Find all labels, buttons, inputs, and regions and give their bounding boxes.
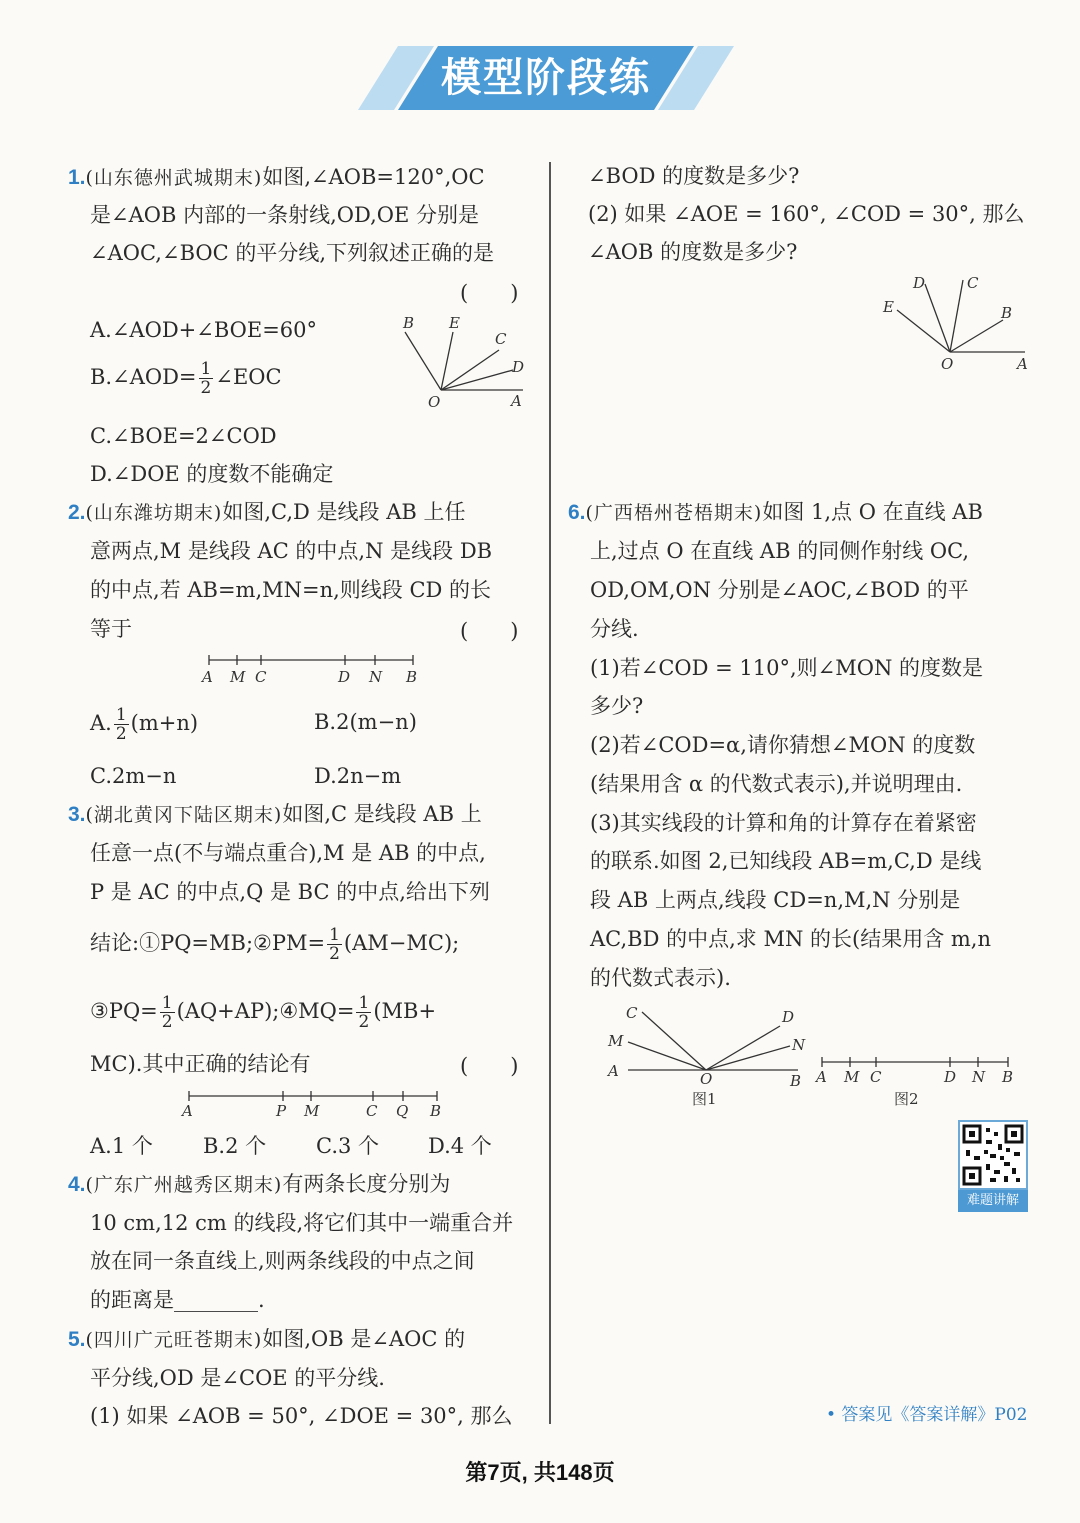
q6-fig1-caption: 图1 <box>692 1090 717 1108</box>
q1-text: 如图,∠AOB=120°,OC <box>262 165 485 189</box>
q6-fig1-label-o: O <box>700 1070 713 1088</box>
q3-option-a: A.1 个 <box>90 1134 153 1158</box>
fraction-half <box>356 994 371 1031</box>
q2-line-4: 等于 <box>90 617 132 641</box>
q6-fig2-label-a: A <box>816 1068 827 1086</box>
frac-den: 2 <box>358 1012 370 1032</box>
q3-line-5-b: (AQ+AP);④MQ= <box>176 999 355 1023</box>
q5-label-c: C <box>967 274 979 292</box>
q3-figure <box>175 1086 445 1122</box>
frac-num: 1 <box>200 359 212 379</box>
q2-option-c: C.2m−n <box>90 764 177 788</box>
q5-source: (四川广元旺苍期末) <box>85 1329 263 1351</box>
page-footer: 第7页, 共148页 <box>465 1460 615 1485</box>
q3-line-6: MC).其中正确的结论有 <box>90 1052 311 1076</box>
frac-num: 1 <box>115 705 127 725</box>
answer-reference: • 答案见《答案详解》P02 <box>826 1405 1028 1425</box>
q5-number: 5. <box>68 1328 86 1351</box>
q5-text: 如图,OB 是∠AOC 的 <box>262 1327 466 1351</box>
q6-line-4: 分线. <box>590 617 639 641</box>
q6-line-11: 段 AB 上两点,线段 CD=n,M,N 分别是 <box>590 888 961 912</box>
q2-label-d: D <box>338 668 351 686</box>
qr-code[interactable] <box>958 1120 1028 1212</box>
q1-option-b-post: ∠EOC <box>215 365 282 389</box>
q2-option-b: B.2(m−n) <box>314 710 417 734</box>
q5-right-line-2: (2) 如果 ∠AOE = 160°, ∠COD = 30°, 那么 <box>588 202 1025 226</box>
q2-label-m: M <box>230 668 246 686</box>
q6-source: (广西梧州苍梧期末) <box>585 502 763 524</box>
q4-line-2: 10 cm,12 cm 的线段,将它们其中一端重合并 <box>90 1211 514 1235</box>
q1-figure <box>395 310 535 410</box>
q1-answer-paren: ( ) <box>460 281 519 305</box>
q6-fig1-label-m: M <box>608 1032 624 1050</box>
q3-line-4-post: (AM−MC); <box>343 931 460 955</box>
q2-answer-paren: ( ) <box>460 619 519 643</box>
q6-line-8: (结果用含 α 的代数式表示),并说明理由. <box>590 772 963 796</box>
qr-label: 难题讲解 <box>958 1190 1028 1212</box>
fraction-half <box>199 360 214 397</box>
q6-line-5: (1)若∠COD = 110°,则∠MON 的度数是 <box>590 656 984 680</box>
q3-label-p: P <box>276 1102 287 1120</box>
q3-line-2: 任意一点(不与端点重合),M 是 AB 的中点, <box>90 841 486 865</box>
q3-label-a: A <box>182 1102 193 1120</box>
q2-text: 如图,C,D 是线段 AB 上任 <box>222 500 466 524</box>
qr-pattern-icon <box>960 1122 1026 1188</box>
q1-option-b-pre: B.∠AOD= <box>90 365 197 389</box>
q2-line-1 <box>68 498 465 527</box>
q2-label-c: C <box>255 668 267 686</box>
q4-number: 4. <box>68 1173 86 1196</box>
q2-option-a <box>90 706 198 743</box>
q1-option-d: D.∠DOE 的度数不能确定 <box>90 462 334 486</box>
frac-num: 1 <box>161 993 173 1013</box>
q5-label-a: A <box>1017 355 1028 373</box>
q6-line-3: OD,OM,ON 分别是∠AOC,∠BOD 的平 <box>590 578 969 602</box>
q4-source: (广东广州越秀区期末) <box>85 1174 283 1196</box>
q3-option-c: C.3 个 <box>316 1134 380 1158</box>
q1-label-c: C <box>495 330 507 348</box>
fraction-half <box>114 706 129 743</box>
q2-label-n: N <box>369 668 383 686</box>
q6-figure-2 <box>810 1050 1020 1110</box>
q3-line-4 <box>90 926 459 963</box>
q3-line-5-c: (MB+ <box>373 999 437 1023</box>
q3-answer-paren: ( ) <box>460 1054 519 1078</box>
q6-fig2-label-b: B <box>1002 1068 1014 1086</box>
q5-figure <box>875 270 1035 380</box>
q1-label-e: E <box>449 314 460 332</box>
frac-num: 1 <box>329 925 340 945</box>
q3-line-5-a: ③PQ= <box>90 999 158 1023</box>
q2-option-a-post: (m+n) <box>130 711 199 735</box>
column-divider <box>549 162 551 1424</box>
q3-line-5 <box>90 994 436 1031</box>
q3-number: 3. <box>68 803 86 826</box>
frac-num: 1 <box>358 993 370 1013</box>
q1-label-d: D <box>512 358 525 376</box>
q4-line-1 <box>68 1170 450 1199</box>
q6-fig1-label-d: D <box>782 1008 795 1026</box>
q5-label-b: B <box>1001 304 1013 322</box>
q1-label-a: A <box>511 392 522 410</box>
q5-line-3: (1) 如果 ∠AOB = 50°, ∠DOE = 30°, 那么 <box>90 1404 513 1428</box>
q4-text: 有两条长度分别为 <box>282 1172 451 1196</box>
title-banner <box>358 46 734 110</box>
q2-number: 2. <box>68 501 86 524</box>
q2-source: (山东潍坊期末) <box>85 502 223 524</box>
q1-option-b <box>90 360 282 397</box>
q3-label-m: M <box>304 1102 320 1120</box>
q6-fig1-label-c: C <box>626 1004 638 1022</box>
q2-label-a: A <box>202 668 213 686</box>
q3-label-c: C <box>366 1102 378 1120</box>
q2-option-a-pre: A. <box>90 711 112 735</box>
q3-text: 如图,C 是线段 AB 上 <box>282 802 482 826</box>
q6-fig2-label-m: M <box>844 1068 860 1086</box>
frac-den: 2 <box>115 724 127 744</box>
q6-number: 6. <box>568 501 586 524</box>
q6-line-6: 多少? <box>590 694 644 718</box>
q6-fig2-label-n: N <box>972 1068 986 1086</box>
q5-label-d: D <box>913 274 926 292</box>
q6-line-10: 的联系.如图 2,已知线段 AB=m,C,D 是线 <box>590 849 982 873</box>
q6-line-7: (2)若∠COD=α,请你猜想∠MON 的度数 <box>590 733 976 757</box>
q6-line-12: AC,BD 的中点,求 MN 的长(结果用含 m,n <box>590 927 991 951</box>
q5-right-line-3: ∠AOB 的度数是多少? <box>588 240 798 264</box>
q5-right-line-1: ∠BOD 的度数是多少? <box>588 164 800 188</box>
q1-label-o: O <box>428 393 441 410</box>
q5-line-2: 平分线,OD 是∠COE 的平分线. <box>90 1366 385 1390</box>
q1-line-2: 是∠AOB 内部的一条射线,OD,OE 分别是 <box>90 203 479 227</box>
q6-line-9: (3)其实线段的计算和角的计算存在着紧密 <box>590 811 977 835</box>
q6-text: 如图 1,点 O 在直线 AB <box>762 500 983 524</box>
q1-source: (山东德州武城期末) <box>85 167 263 189</box>
q2-line-2: 意两点,M 是线段 AC 的中点,N 是线段 DB <box>90 539 493 563</box>
q1-label-b: B <box>403 314 415 332</box>
frac-den: 2 <box>200 378 212 398</box>
qr-code-image <box>958 1120 1028 1190</box>
fraction-half <box>160 994 175 1031</box>
q6-fig2-label-d: D <box>944 1068 957 1086</box>
q5-line-1 <box>68 1325 465 1354</box>
q6-line-2: 上,过点 O 在直线 AB 的同侧作射线 OC, <box>590 539 970 563</box>
q6-fig1-label-a: A <box>608 1062 619 1080</box>
q6-line-13: 的代数式表示). <box>590 966 731 990</box>
fraction-half <box>327 926 342 963</box>
q3-line-3: P 是 AC 的中点,Q 是 BC 的中点,给出下列 <box>90 880 490 904</box>
q2-option-d: D.2n−m <box>314 764 402 788</box>
q6-fig1-label-b: B <box>790 1072 802 1090</box>
q3-source: (湖北黄冈下陆区期末) <box>85 804 283 826</box>
q2-label-b: B <box>406 668 418 686</box>
q6-fig1-label-n: N <box>792 1036 806 1054</box>
frac-den: 2 <box>161 1012 173 1032</box>
q2-line-3: 的中点,若 AB=m,MN=n,则线段 CD 的长 <box>90 578 492 602</box>
q4-line-3: 放在同一条直线上,则两条线段的中点之间 <box>90 1249 475 1273</box>
q1-option-c: C.∠BOE=2∠COD <box>90 424 277 448</box>
frac-den: 2 <box>329 944 340 964</box>
q3-label-b: B <box>430 1102 442 1120</box>
q4-line-4: 的距离是________. <box>90 1288 265 1312</box>
q3-line-4-pre: 结论:①PQ=MB;②PM= <box>90 931 326 955</box>
q6-fig2-caption: 图2 <box>894 1090 919 1108</box>
q3-line-1 <box>68 800 482 829</box>
q3-option-b: B.2 个 <box>203 1134 267 1158</box>
q1-line-3: ∠AOC,∠BOC 的平分线,下列叙述正确的是 <box>90 241 495 265</box>
q2-figure <box>195 650 425 688</box>
q6-line-1 <box>568 498 983 527</box>
q6-figure-1 <box>600 998 810 1110</box>
q1-number: 1. <box>68 166 86 189</box>
q5-label-o: O <box>941 355 954 373</box>
q1-line-1 <box>68 163 485 192</box>
q5-label-e: E <box>883 298 894 316</box>
q3-option-d: D.4 个 <box>428 1134 492 1158</box>
q6-fig2-label-c: C <box>870 1068 882 1086</box>
page-title: 模型阶段练 <box>441 55 651 101</box>
q3-label-q: Q <box>396 1102 409 1120</box>
q1-option-a: A.∠AOD+∠BOE=60° <box>90 318 318 342</box>
